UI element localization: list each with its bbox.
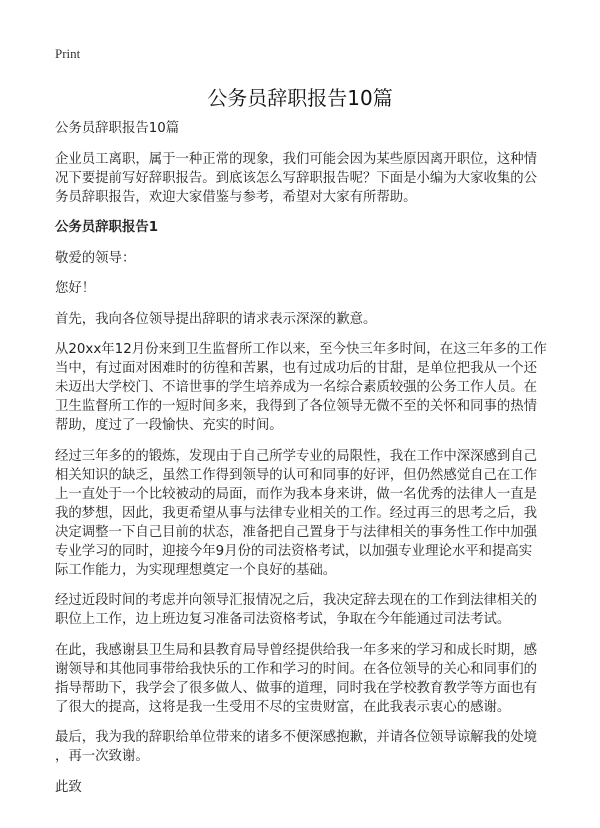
text-line: 我的梦想，因此，我更希望从事与法律专业相关的工作。经过再三的思考之后，我 [55, 505, 538, 521]
text-line: 经过近段时间的考虑并向领导汇报情况之后，我决定辞去现在的工作到法律相关的 [55, 593, 538, 608]
print-link[interactable]: Print [55, 46, 81, 61]
body-paragraph [55, 310, 550, 329]
text-line: 企业员工离职，属于一种正常的现象，我们可能会因为某些原因离开职位，这种情 [55, 151, 538, 167]
body-paragraph [55, 641, 550, 717]
section-heading: 公务员辞职报告1 [55, 220, 159, 235]
body-paragraph [55, 778, 550, 797]
document-body [55, 119, 550, 808]
text-line: 际工作能力，为实现理想奠定一个良好的基础。 [55, 562, 337, 578]
text-line: 最后，我为我的辞职给单位带来的诸多不便深感抱歉，并请各位领导谅解我的处境 [55, 730, 538, 745]
text-line: 在此，我感谢县卫生局和县教育局导曾经提供给我一年多来的学习和成长时期，感 [55, 642, 538, 658]
text-line: 相关知识的缺乏，虽然工作得到领导的认可和同事的好评，但仍然感觉自己在工作 [55, 467, 538, 483]
salutation: 敬爱的领导： [55, 250, 136, 266]
text-line: 此致 [55, 779, 82, 795]
text-line: 专业学习的同时，迎接今年9月份的司法资格考试，以加强专业理论水平和提高实 [55, 543, 533, 559]
text-line: 谢领导和其他同事带给我快乐的工作和学习的时间。在各位领导的关心和同事们的 [55, 661, 538, 677]
text-line: 上一直处于一个比较被动的局面，而作为我本身来讲，做一名优秀的法律人一直是 [55, 486, 538, 502]
text-line: 况下要提前写好辞职报告。到底该怎么写辞职报告呢？下面是小编为大家收集的公 [55, 170, 538, 186]
text-line: 指导帮助下，我学会了很多做人、做事的道理，同时我在学校教育教学等方面也有 [55, 680, 538, 696]
text-line: 了很大的提高，这将是我一生受用不尽的宝贵财富，在此我表示衷心的感谢。 [55, 699, 511, 715]
text-line: 决定调整一下自己目前的状态，准备把自己置身于与法律相关的事务性工作中加强 [55, 524, 538, 540]
page-title: 公务员辞职报告10篇 [207, 86, 393, 110]
text-line: 职位上工作，边上班边复习准备司法资格考试，争取在今年能通过司法考试。 [55, 612, 511, 627]
intro-paragraph [55, 150, 550, 207]
text-line: 从20xx年12月份来到卫生监督所工作以来，至今快三年多时间，在这三年多的工作 [55, 342, 547, 357]
text-line: 卫生监督所工作的一短时间多来，我得到了各位领导无微不至的关怀和同事的热情 [55, 399, 538, 414]
text-line: ，再一次致谢。 [55, 749, 149, 764]
text-line: 经过三年多的的锻炼，发现由于自己所学专业的局限性，我在工作中深深感到自己 [55, 448, 538, 464]
greeting: 您好！ [55, 281, 96, 296]
text-line: 未迈出大学校门、不谙世事的学生培养成为一名综合素质较强的公务工作人员。在 [55, 380, 538, 395]
body-paragraph [55, 591, 550, 629]
body-paragraph [55, 447, 550, 580]
text-line: 务员辞职报告，欢迎大家借鉴与参考，希望对大家有所帮助。 [55, 189, 417, 205]
body-paragraph [55, 728, 550, 766]
subtitle: 公务员辞职报告10篇 [55, 121, 180, 136]
text-line: 帮助，度过了一段愉快、充实的时间。 [55, 418, 283, 433]
text-line: 首先，我向各位领导提出辞职的请求表示深深的歉意。 [55, 311, 377, 327]
body-paragraph [55, 340, 550, 435]
text-line: 当中，有过面对困难时的彷徨和苦累，也有过成功后的甘甜，是单位把我从一个还 [55, 361, 538, 376]
